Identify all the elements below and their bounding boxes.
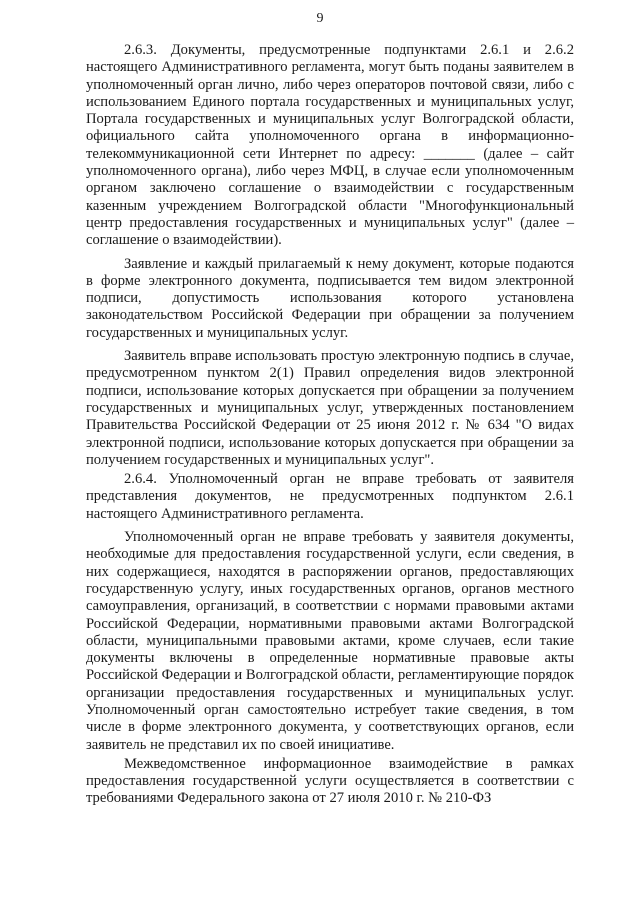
paragraph-2-6-4: 2.6.4. Уполномоченный орган не вправе требовать от заявителя представления документов, не предусмотренных подпунктом 2.6.1 настоящего Административного регламента. [86,471,574,522]
paragraph-interagency-interaction: Межведомственное информационное взаимодействие в рамках предоставления государственной услуги осуществляется в соответствии с требованиями Федерального закона от 27 июля 2010 г. № 210-ФЗ [86,755,574,807]
paragraph-documents-restriction: Уполномоченный орган не вправе требовать у заявителя документы, необходимые для предоставления государственной услуги, если сведения, в них содержащиеся, находятся в распоряжении органов, предоставляющих государственную услугу, иных государственных органов, органов местного самоуправления, организаций, в соответствии с нормами правовыми актами Российской Федерации, нормативными правовыми актами Волгоградской области, муниципальными правовыми актами, кроме случаев, если такие документы включены в определенные нормативные правовые акты Российской Федерации и Волгоградской области, регламентирующие порядок организации предоставления государственных и муниципальных услуг. Уполномоченный орган самостоятельно истребует такие сведения, в том числе в форме электронного документа, у соответствующих органов, если заявитель не представил их по своей инициативе. [86,529,574,753]
page-number: 9 [316,11,324,26]
document-body [86,42,574,810]
paragraph-2-6-3: 2.6.3. Документы, предусмотренные подпунктами 2.6.1 и 2.6.2 настоящего Административного регламента, могут быть поданы заявителем в уполномоченный орган лично, либо через операторов почтовой связи, либо с использованием Единого портала государственных и муниципальных услуг, Портала государственных и муниципальных услуг Волгоградской области, официального сайта уполномоченного органа в информационно-телекоммуникационной сети Интернет по адресу: _______ (далее – сайт уполномоченного органа), либо через МФЦ, в случае если уполномоченным органом заключено соглашение о взаимодействии с государственным казенным учреждением Волгоградской области "Многофункциональный центр предоставления государственных и муниципальных услуг" (далее – соглашение о взаимодействии). [86,42,574,249]
paragraph-electronic-document: Заявление и каждый прилагаемый к нему документ, которые подаются в форме электронного документа, подписывается тем видом электронной подписи, допустимость использования которого установлена законодательством Российской Федерации при обращении за получением государственных и муниципальных услуг. [86,255,574,341]
paragraph-simple-signature: Заявитель вправе использовать простую электронную подпись в случае, предусмотренном пунктом 2(1) Правил определения видов электронной подписи, использование которых допускается при обращении за получением государственных и муниципальных услуг, утвержденных постановлением Правительства Российской Федерации от 25 июня 2012 г. № 634 "О видах электронной подписи, использование которых допускается при обращении за получением государственных и муниципальных услуг". [86,348,574,468]
